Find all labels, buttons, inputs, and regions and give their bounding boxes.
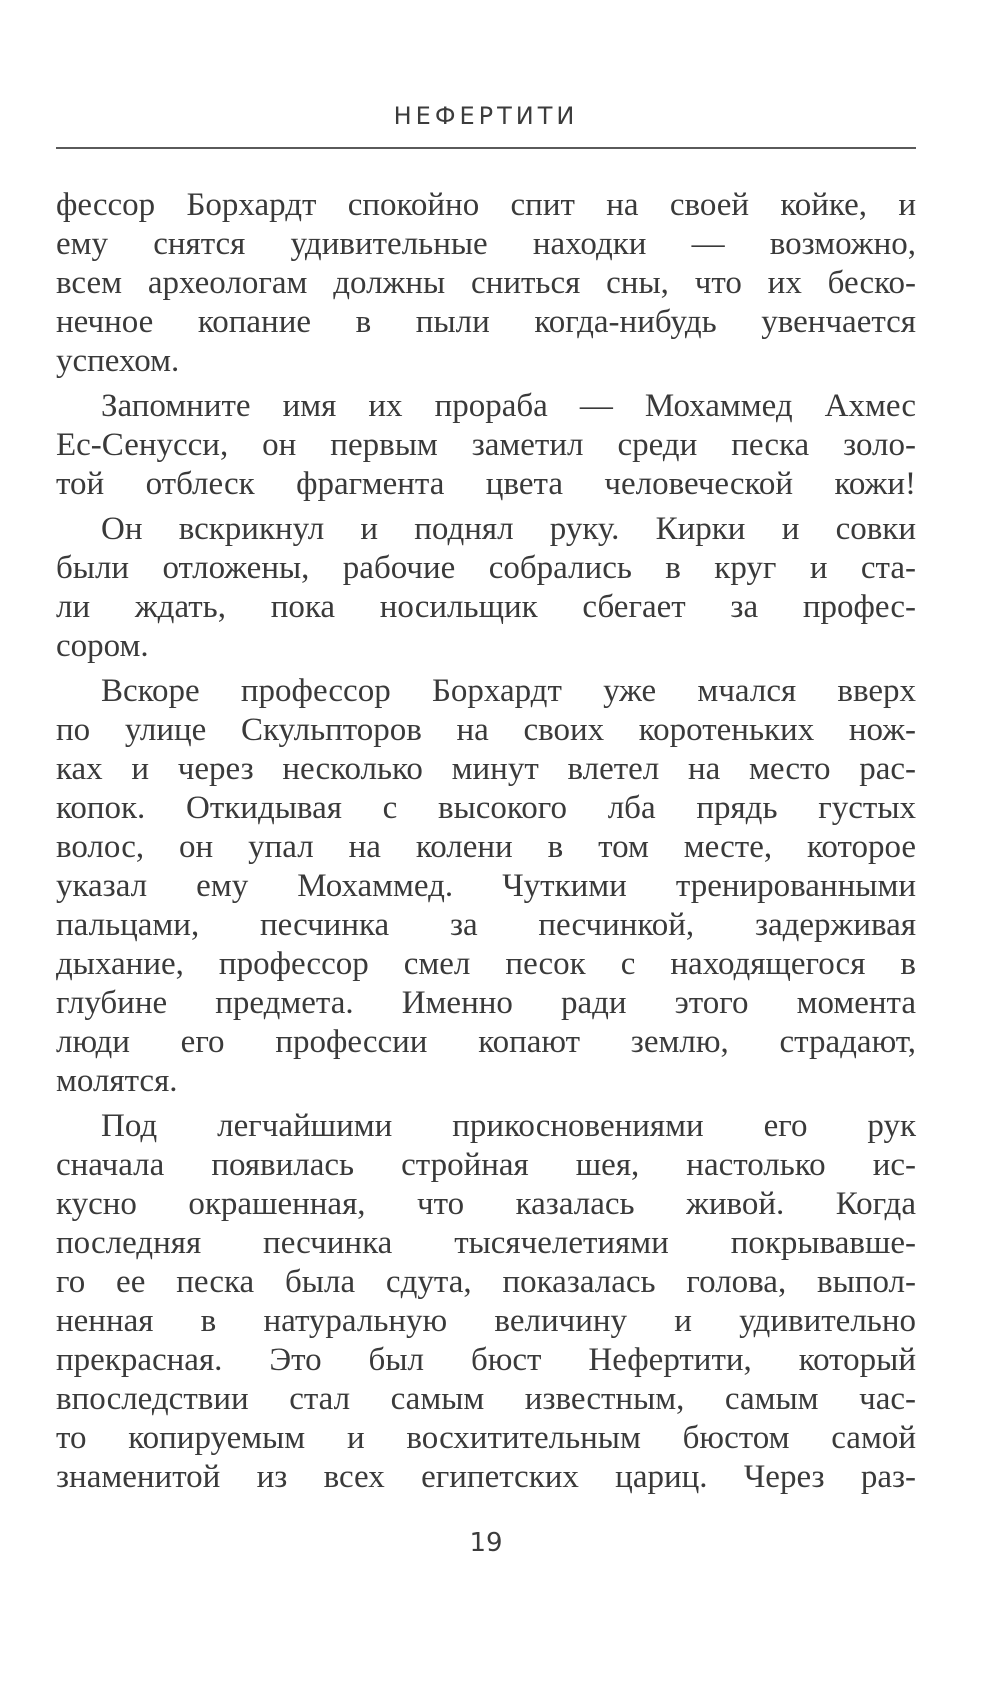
text-line: ках и через несколько минут влетел на место рас- [56, 751, 916, 787]
paragraph [56, 1107, 916, 1497]
text-line: ли ждать, пока носильщик сбегает за профес- [56, 589, 916, 625]
text-line: Запомните имя их прораба — Мохаммед Ахмес [101, 388, 916, 424]
text-line: Под легчайшими прикосновениями его рук [101, 1108, 916, 1144]
text-line: Вскоре профессор Борхардт уже мчался вверх [101, 673, 916, 709]
paragraph [56, 186, 916, 381]
text-line: успехом. [56, 343, 180, 379]
text-line: люди его профессии копают землю, страдают, [56, 1024, 916, 1060]
text-line: указал ему Мохаммед. Чуткими тренированными [56, 868, 916, 904]
paragraph [56, 510, 916, 666]
text-line: кусно окрашенная, что казалась живой. Когда [56, 1186, 916, 1222]
text-line: волос, он упал на колени в том месте, которое [56, 829, 916, 865]
text-line: ему снятся удивительные находки — возможно, [56, 226, 916, 262]
running-title: НЕФЕРТИТИ [393, 102, 579, 130]
text-line: фессор Борхардт спокойно спит на своей койке, и [56, 187, 916, 223]
text-line: молятся. [56, 1063, 178, 1099]
paragraph [56, 387, 916, 504]
text-line: Он вскрикнул и поднял руку. Кирки и совки [101, 511, 916, 547]
text-line: Ес-Сенусси, он первым заметил среди песка золо- [56, 427, 916, 463]
text-line: копок. Откидывая с высокого лба прядь густых [56, 790, 916, 826]
text-line: всем археологам должны сниться сны, что их беско- [56, 265, 916, 301]
text-line: сором. [56, 628, 149, 664]
text-line: ненная в натуральную величину и удивительно [56, 1303, 916, 1339]
text-line: го ее песка была сдута, показалась голова, выпол- [56, 1264, 916, 1300]
text-line: последняя песчинка тысячелетиями покрывавше- [56, 1225, 916, 1261]
header-rule [56, 147, 916, 149]
text-line: дыхание, профессор смел песок с находящегося в [56, 946, 916, 982]
page-number: 19 [469, 1528, 503, 1558]
text-line: по улице Скульпторов на своих коротеньких нож- [56, 712, 916, 748]
text-line: прекрасная. Это был бюст Нефертити, который [56, 1342, 916, 1378]
text-line: впоследствии стал самым известным, самым час- [56, 1381, 916, 1417]
text-line: то копируемым и восхитительным бюстом самой [56, 1420, 916, 1456]
text-line: той отблеск фрагмента цвета человеческой кожи! [56, 466, 916, 502]
text-line: были отложены, рабочие собрались в круг и ста- [56, 550, 916, 586]
paragraph [56, 672, 916, 1101]
text-line: знаменитой из всех египетских цариц. Через раз- [56, 1459, 916, 1495]
text-line: глубине предмета. Именно ради этого момента [56, 985, 916, 1021]
text-line: сначала появилась стройная шея, настолько ис- [56, 1147, 916, 1183]
body-text [56, 186, 916, 1497]
text-line: пальцами, песчинка за песчинкой, задерживая [56, 907, 916, 943]
text-line: нечное копание в пыли когда-нибудь увенчается [56, 304, 916, 340]
